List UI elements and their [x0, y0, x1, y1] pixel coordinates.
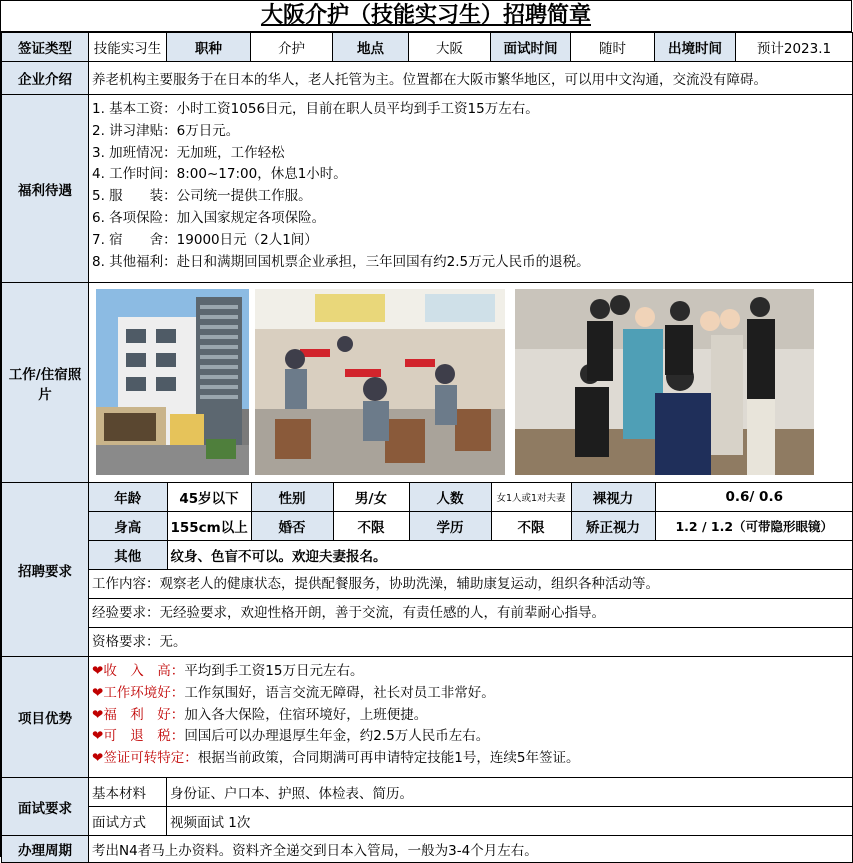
advantage-item — [92, 748, 849, 770]
depart-value: 预计2023.1 — [736, 33, 853, 62]
place-label: 地点 — [333, 33, 409, 62]
advantage-text: 工作氛围好，语言交流无障碍，社长对员工非常好。 — [184, 684, 495, 701]
marriage-label: 婚否 — [251, 512, 333, 541]
corrected-vision-label: 矫正视力 — [571, 512, 655, 541]
advantage-item — [92, 705, 849, 727]
company-label: 企业介绍 — [2, 62, 89, 95]
main-table — [1, 32, 853, 863]
photo-strip — [89, 283, 852, 482]
experience: 经验要求：无经验要求，欢迎性格开朗，善于交流，有责任感的人，有前辈耐心指导。 — [89, 599, 853, 628]
qualification: 资格要求：无。 — [89, 628, 853, 657]
req-row-1 — [89, 483, 853, 512]
benefit-item: 8. 其他福利：赴日和满期回国机票企业承担，三年回国有约2.5万元人民币的退税。 — [92, 253, 590, 270]
req-row-5 — [89, 599, 853, 628]
interview-row-2 — [2, 807, 853, 836]
requirements-table — [89, 483, 853, 656]
group-photo — [515, 289, 814, 475]
materials-label: 基本材料 — [89, 778, 167, 807]
advantage-text: 根据当前政策，合同期满可再申请特定技能1号，连续5年签证。 — [197, 750, 580, 767]
advantage-item — [92, 683, 849, 705]
method-value: 视频面试 1次 — [167, 807, 853, 836]
photos-label: 工作/住宿照片 — [2, 283, 89, 483]
building-photo — [96, 289, 249, 475]
activity-photo — [255, 289, 505, 475]
interview-label: 面试要求 — [2, 778, 89, 836]
benefits-row — [2, 95, 853, 283]
photos-row — [2, 283, 853, 483]
work-content: 工作内容：观察老人的健康状态，提供配餐服务，协助洗澡，辅助康复运动，组织各种活动等。 — [89, 570, 853, 599]
vision-label: 裸视力 — [571, 483, 655, 512]
advantage-key: 签证可转特定： — [103, 750, 198, 767]
method-label: 面试方式 — [89, 807, 167, 836]
age-value: 45岁以下 — [167, 483, 251, 512]
corrected-vision-value: 1.2 / 1.2（可带隐形眼镜） — [655, 512, 853, 541]
heart-icon: ❤ — [92, 706, 104, 723]
edu-label: 学历 — [409, 512, 491, 541]
advantage-key: 可 退 税： — [103, 728, 185, 745]
info-row — [2, 33, 853, 62]
marriage-value: 不限 — [333, 512, 409, 541]
advantage-item — [92, 726, 849, 748]
heart-icon: ❤ — [92, 728, 104, 745]
count-label: 人数 — [409, 483, 491, 512]
benefit-item: 2. 讲习津贴：6万日元。 — [92, 122, 240, 139]
req-row-3 — [89, 541, 853, 570]
advantages-list — [89, 657, 853, 778]
advantage-key: 收 入 高： — [103, 663, 185, 679]
interview-time-label: 面试时间 — [491, 33, 571, 62]
advantages-label: 项目优势 — [2, 657, 89, 778]
period-row — [2, 836, 853, 863]
advantage-item — [92, 661, 849, 683]
benefit-item: 4. 工作时间：8:00~17:00，休息1小时。 — [92, 166, 347, 183]
other-value: 纹身、色盲不可以。欢迎夫妻报名。 — [167, 541, 853, 570]
materials-value: 身份证、户口本、护照、体检表、简历。 — [167, 778, 853, 807]
heart-icon: ❤ — [92, 684, 104, 701]
heart-icon: ❤ — [92, 663, 104, 679]
edu-value: 不限 — [491, 512, 571, 541]
page-title: 大阪介护（技能实习生）招聘简章 — [1, 1, 852, 32]
interview-time-value: 随时 — [571, 33, 655, 62]
benefit-item: 5. 服 装：公司统一提供工作服。 — [92, 188, 312, 205]
count-value: 女1人或1对夫妻 — [491, 483, 571, 512]
company-row — [2, 62, 853, 95]
benefit-item: 3. 加班情况：无加班，工作轻松 — [92, 144, 285, 161]
period-label: 办理周期 — [2, 836, 89, 863]
depart-label: 出境时间 — [655, 33, 736, 62]
other-label: 其他 — [89, 541, 167, 570]
company-text: 养老机构主要服务于在日本的华人，老人托管为主。位置都在大阪市繁华地区，可以用中文沟通，交流没有障碍。 — [89, 62, 853, 95]
benefit-item: 1. 基本工资：小时工资1056日元，目前在职人员平均到手工资15万左右。 — [92, 101, 539, 117]
height-value: 155cm以上 — [167, 512, 251, 541]
visa-value: 技能实习生 — [89, 33, 167, 62]
job-label: 职种 — [167, 33, 251, 62]
advantage-key: 福 利 好： — [103, 706, 185, 723]
job-value: 介护 — [251, 33, 333, 62]
benefit-item: 7. 宿 舍：19000日元（2人1间） — [92, 231, 318, 248]
vision-value: 0.6/ 0.6 — [655, 483, 853, 512]
height-label: 身高 — [89, 512, 167, 541]
requirements-label: 招聘要求 — [2, 483, 89, 657]
gender-value: 男/女 — [333, 483, 409, 512]
interview-row-1 — [2, 778, 853, 807]
advantage-text: 回国后可以办理退厚生年金，约2.5万人民币左右。 — [184, 728, 490, 745]
advantage-text: 平均到手工资15万日元左右。 — [184, 663, 364, 679]
visa-label: 签证类型 — [2, 33, 89, 62]
req-row-2 — [89, 512, 853, 541]
req-row-4 — [89, 570, 853, 599]
age-label: 年龄 — [89, 483, 167, 512]
place-value: 大阪 — [409, 33, 491, 62]
benefit-item: 6. 各项保险：加入国家规定各项保险。 — [92, 209, 326, 226]
advantage-key: 工作环境好： — [103, 684, 185, 701]
gender-label: 性别 — [251, 483, 333, 512]
benefits-label: 福利待遇 — [2, 95, 89, 283]
benefits-list — [89, 95, 853, 283]
req-row-6 — [89, 628, 853, 657]
requirements-row — [2, 483, 853, 657]
advantages-row — [2, 657, 853, 778]
period-text: 考出N4者马上办资料。资料齐全递交到日本入管局，一般为3-4个月左右。 — [89, 836, 853, 863]
advantage-text: 加入各大保险，住宿环境好，上班便捷。 — [184, 706, 428, 723]
heart-icon: ❤ — [92, 750, 104, 767]
